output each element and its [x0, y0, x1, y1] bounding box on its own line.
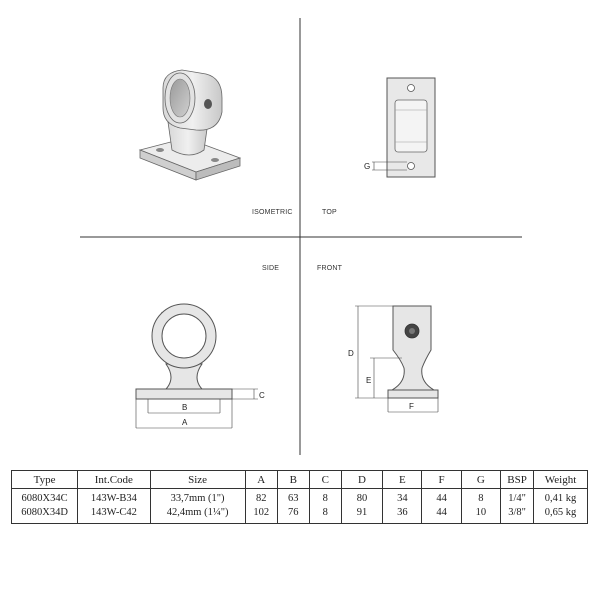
view-label-top: TOP — [322, 209, 337, 216]
dimension-label-d: D — [348, 349, 354, 358]
table-cell: 42,4mm (1¼") — [150, 506, 245, 524]
view-label-front: FRONT — [317, 265, 343, 272]
table-cell: 44 — [422, 506, 461, 524]
table-cell: 0,65 kg — [534, 506, 588, 524]
table-cell: 36 — [383, 506, 422, 524]
table-row — [12, 506, 588, 524]
dimension-label-a: A — [182, 418, 188, 427]
specification-table — [11, 470, 588, 524]
table-cell: 10 — [461, 506, 500, 524]
dimension-label-c: C — [259, 391, 265, 400]
isometric-view — [140, 70, 240, 180]
table-cell: 143W-C42 — [78, 506, 150, 524]
table-cell: 34 — [383, 489, 422, 507]
table-cell: 3/8" — [501, 506, 534, 524]
table-cell: 44 — [422, 489, 461, 507]
table-cell: 82 — [245, 489, 277, 507]
table-header-row — [12, 471, 588, 489]
column-header-type: Type — [12, 471, 78, 489]
column-header-size: Size — [150, 471, 245, 489]
dimension-label-e: E — [366, 376, 372, 385]
column-header-g: G — [461, 471, 500, 489]
table-row — [12, 489, 588, 507]
table-cell: 6080X34D — [12, 506, 78, 524]
column-header-int-code: Int.Code — [78, 471, 150, 489]
view-label-side: SIDE — [262, 265, 280, 272]
table-cell: 8 — [309, 489, 341, 507]
column-header-bsp: BSP — [501, 471, 534, 489]
table-cell: 33,7mm (1") — [150, 489, 245, 507]
dimension-label-f: F — [409, 402, 414, 411]
side-view — [136, 304, 265, 428]
column-header-d: D — [341, 471, 382, 489]
dimension-label-g: G — [364, 162, 371, 171]
view-label-isometric: ISOMETRIC — [252, 209, 293, 216]
column-header-f: F — [422, 471, 461, 489]
table-cell: 91 — [341, 506, 382, 524]
column-header-b: B — [277, 471, 309, 489]
table-cell: 102 — [245, 506, 277, 524]
column-header-e: E — [383, 471, 422, 489]
top-view — [364, 78, 435, 177]
table-cell: 143W-B34 — [78, 489, 150, 507]
dimension-label-b: B — [182, 403, 188, 412]
front-view — [348, 306, 438, 412]
table-cell: 6080X34C — [12, 489, 78, 507]
table-cell: 8 — [309, 506, 341, 524]
table-cell: 76 — [277, 506, 309, 524]
table-cell: 0,41 kg — [534, 489, 588, 507]
table-cell: 8 — [461, 489, 500, 507]
column-header-weight: Weight — [534, 471, 588, 489]
table-cell: 63 — [277, 489, 309, 507]
table-cell: 80 — [341, 489, 382, 507]
column-header-c: C — [309, 471, 341, 489]
column-header-a: A — [245, 471, 277, 489]
table-cell: 1/4" — [501, 489, 534, 507]
